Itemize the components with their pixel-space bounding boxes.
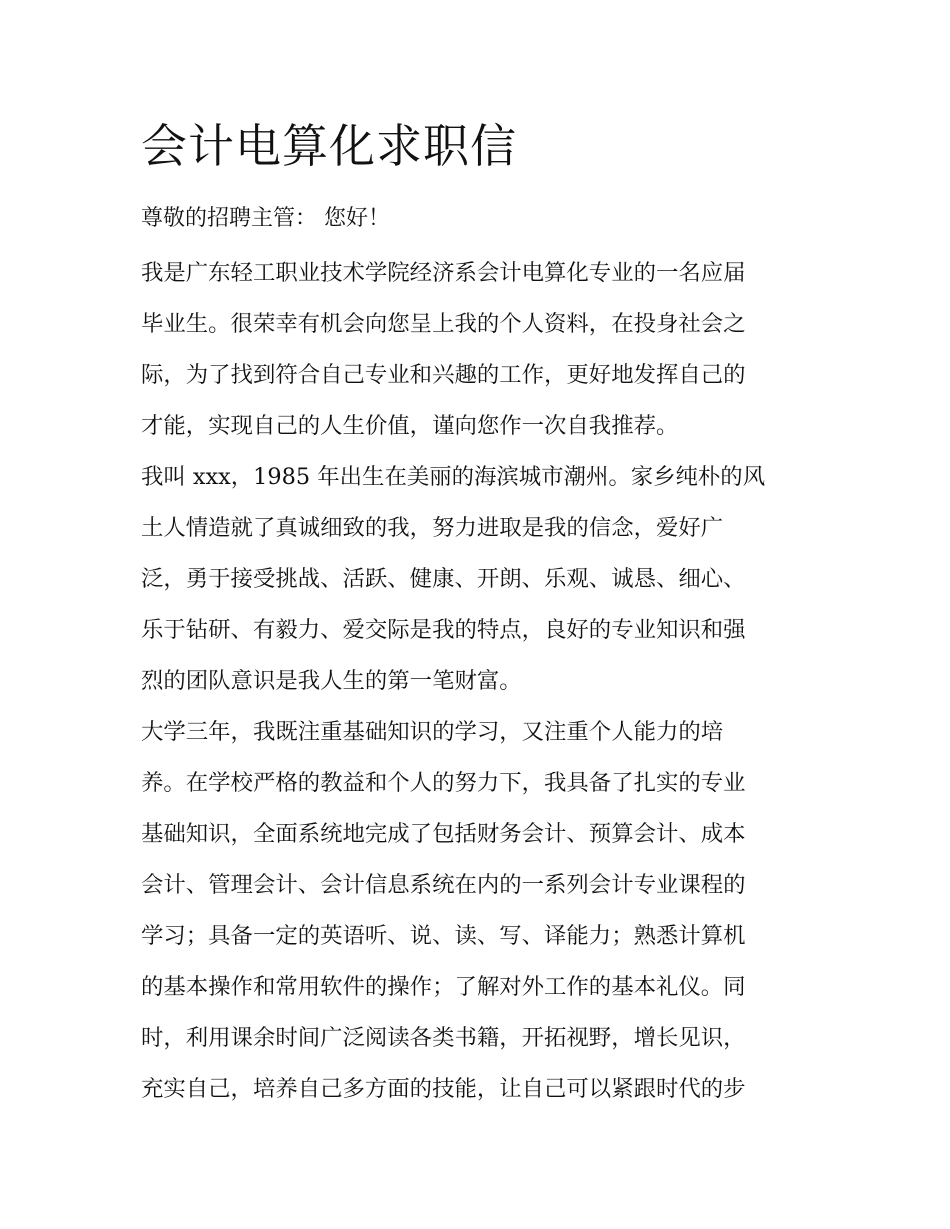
body-line: 学习；具备一定的英语听、说、读、写、译能力；熟悉计算机 <box>141 923 746 949</box>
body-line: 烈的团队意识是我人生的第一笔财富。 <box>141 668 522 694</box>
body-line: 乐于钻研、有毅力、爱交际是我的特点，良好的专业知识和强 <box>141 617 746 643</box>
body-line: 泛，勇于接受挑战、活跃、健康、开朗、乐观、诚恳、细心、 <box>141 566 746 592</box>
body-line: 大学三年，我既注重基础知识的学习，又注重个人能力的培 <box>141 719 724 745</box>
greeting-line: 尊敬的招聘主管： 您好！ <box>141 206 390 231</box>
body-line: 充实自己，培养自己多方面的技能，让自己可以紧跟时代的步 <box>141 1076 746 1102</box>
body-line: 土人情造就了真诚细致的我，努力进取是我的信念，爱好广 <box>141 515 724 541</box>
body-line: 际，为了找到符合自己专业和兴趣的工作，更好地发挥自己的 <box>141 362 746 388</box>
body-line: 养。在学校严格的教益和个人的努力下，我具备了扎实的专业 <box>141 770 746 796</box>
body-line: 的基本操作和常用软件的操作；了解对外工作的基本礼仪。同 <box>141 974 746 1000</box>
body-line: 会计、管理会计、会计信息系统在内的一系列会计专业课程的 <box>141 872 746 898</box>
body-line: 毕业生。很荣幸有机会向您呈上我的个人资料，在投身社会之 <box>141 311 746 337</box>
body-line: 基础知识，全面系统地完成了包括财务会计、预算会计、成本 <box>141 821 746 847</box>
body-line: 我是广东轻工职业技术学院经济系会计电算化专业的一名应届 <box>141 260 746 286</box>
body-line: 才能，实现自己的人生价值，谨向您作一次自我推荐。 <box>141 413 679 439</box>
body-line: 时，利用课余时间广泛阅读各类书籍，开拓视野，增长见识， <box>141 1025 746 1051</box>
document-title: 会计电算化求职信 <box>141 119 517 173</box>
body-line: 我叫 xxx，1985 年出生在美丽的海滨城市潮州。家乡纯朴的风 <box>141 464 766 490</box>
document-body <box>141 118 817 1115</box>
